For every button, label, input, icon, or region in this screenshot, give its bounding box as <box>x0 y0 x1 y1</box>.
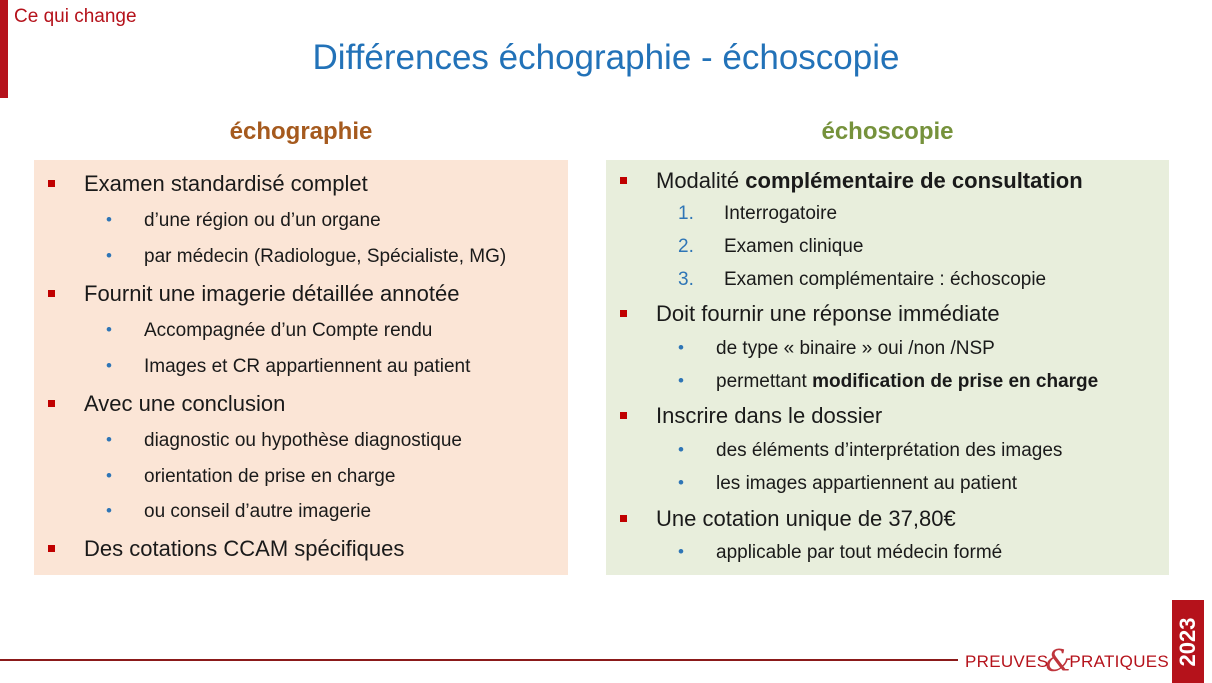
square-bullet-icon <box>620 177 627 184</box>
dot-bullet-icon: • <box>106 466 112 485</box>
sub-list-item: Examen clinique <box>724 236 864 257</box>
dot-bullet-icon: • <box>106 501 112 520</box>
dot-bullet-icon: • <box>678 542 684 561</box>
sub-list-item: permettant modification de prise en charge <box>716 371 1099 392</box>
square-bullet-icon <box>48 180 55 187</box>
dot-bullet-icon: • <box>106 430 112 449</box>
dot-bullet-icon: • <box>678 338 684 357</box>
dot-bullet-icon: • <box>106 356 112 375</box>
dot-bullet-icon: • <box>106 320 112 339</box>
sub-list-item: des éléments d’interprétation des images <box>716 440 1063 461</box>
echoscopie-panel <box>606 160 1169 575</box>
list-item: Doit fournir une réponse immédiate <box>656 301 1000 326</box>
year-label: 2023 <box>1175 617 1200 666</box>
list-item: Examen standardisé complet <box>84 171 368 196</box>
list-number: 2. <box>678 236 694 257</box>
year-badge <box>1172 600 1204 683</box>
sub-list-item: d’une région ou d’un organe <box>144 210 381 231</box>
sub-list-item: Images et CR appartiennent au patient <box>144 356 471 377</box>
dot-bullet-icon: • <box>106 246 112 265</box>
square-bullet-icon <box>48 400 55 407</box>
square-bullet-icon <box>620 412 627 419</box>
sub-list-item: les images appartiennent au patient <box>716 473 1018 494</box>
footer-divider <box>0 659 958 661</box>
dot-bullet-icon: • <box>106 210 112 229</box>
sub-list-item: ou conseil d’autre imagerie <box>144 501 372 522</box>
sub-list-item: par médecin (Radiologue, Spécialiste, MG) <box>144 246 507 267</box>
preuves-pratiques-logo: PREUVES&PRATIQUES <box>965 644 1170 679</box>
square-bullet-icon <box>620 310 627 317</box>
square-bullet-icon <box>48 545 55 552</box>
list-item: Avec une conclusion <box>84 391 286 416</box>
section-label: Ce qui change <box>14 6 137 27</box>
list-item: Fournit une imagerie détaillée annotée <box>84 281 460 306</box>
echoscopie-title: échoscopie <box>821 118 954 145</box>
echographie-title: échographie <box>229 118 373 145</box>
list-number: 1. <box>678 203 694 224</box>
sub-list-item: Accompagnée d’un Compte rendu <box>144 320 433 341</box>
list-number: 3. <box>678 269 694 290</box>
sub-list-item: orientation de prise en charge <box>144 466 396 487</box>
sub-list-item: Interrogatoire <box>724 203 838 224</box>
dot-bullet-icon: • <box>678 473 684 492</box>
square-bullet-icon <box>48 290 55 297</box>
sub-list-item: applicable par tout médecin formé <box>716 542 1003 563</box>
sub-list-item: de type « binaire » oui /non /NSP <box>716 338 995 359</box>
list-item: Inscrire dans le dossier <box>656 403 883 428</box>
list-item: Une cotation unique de 37,80€ <box>656 506 956 531</box>
slide-title: Différences échographie - échoscopie <box>312 38 900 77</box>
sub-list-item: Examen complémentaire : échoscopie <box>724 269 1047 290</box>
sub-list-item: diagnostic ou hypothèse diagnostique <box>144 430 462 451</box>
dot-bullet-icon: • <box>678 440 684 459</box>
echographie-panel <box>34 160 568 575</box>
list-item: Des cotations CCAM spécifiques <box>84 536 405 561</box>
square-bullet-icon <box>620 515 627 522</box>
list-item: Modalité complémentaire de consultation <box>656 168 1083 193</box>
dot-bullet-icon: • <box>678 371 684 390</box>
